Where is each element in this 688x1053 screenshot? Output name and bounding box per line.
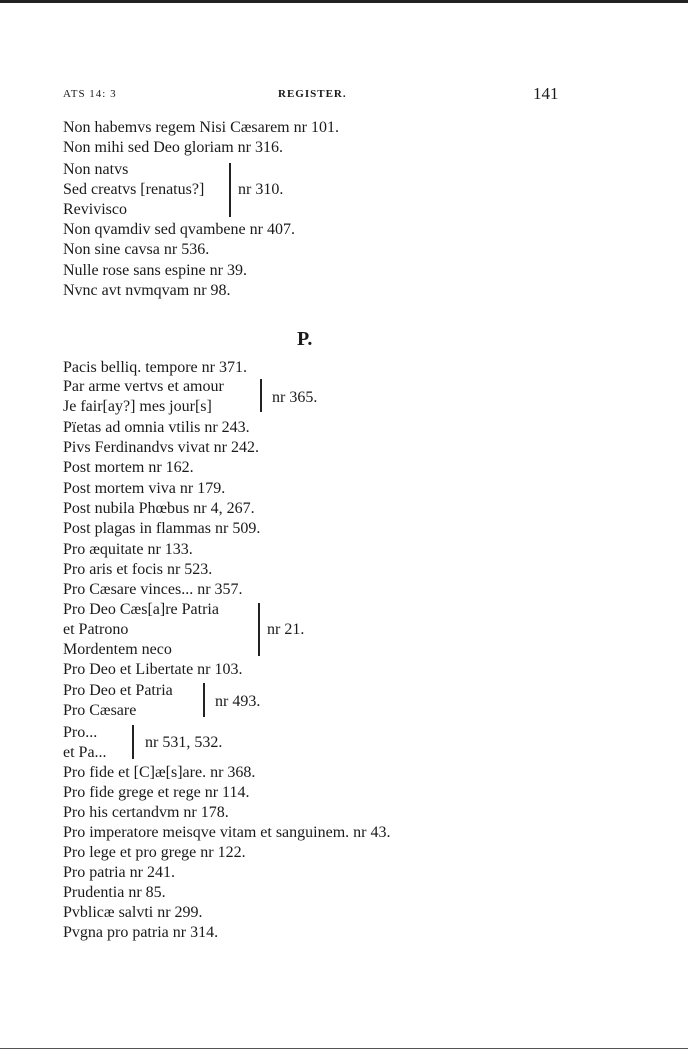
entry: Post nubila Phœbus nr 4, 267.: [63, 500, 255, 517]
entry: Post mortem viva nr 179.: [63, 480, 226, 497]
entry: Non sine cavsa nr 536.: [63, 241, 210, 258]
brace: [203, 683, 205, 717]
entry-group-line: Revivisco: [63, 201, 127, 218]
entry: Pïetas ad omnia vtilis nr 243.: [63, 419, 250, 436]
brace: [229, 163, 231, 217]
entry: Non qvamdiv sed qvambene nr 407.: [63, 221, 295, 238]
entry: Post mortem nr 162.: [63, 459, 194, 476]
entry-group-ref: nr 310.: [238, 181, 284, 198]
entry-group-line: Par arme vertvs et amour: [63, 378, 224, 395]
entry-group-ref: nr 21.: [267, 621, 305, 638]
entry-group-line: Mordentem neco: [63, 641, 172, 658]
page-number: 141: [533, 84, 559, 103]
entry: Pro Cæsare vinces... nr 357.: [63, 581, 243, 598]
entry-group-line: Pro Cæsare: [63, 702, 137, 719]
brace: [132, 725, 134, 759]
entry-group-line: Non natvs: [63, 161, 129, 178]
brace: [260, 379, 262, 412]
entry-group-line: Pro Deo et Patria: [63, 682, 173, 699]
entry: Non habemvs regem Nisi Cæsarem nr 101.: [63, 119, 339, 136]
entry: Post plagas in flammas nr 509.: [63, 520, 261, 537]
entry-group-line: Pro...: [63, 724, 98, 741]
top-rule: [0, 0, 688, 3]
entry: Pro imperatore meisqve vitam et sanguinem. nr 43.: [63, 824, 391, 841]
entry: Nulle rose sans espine nr 39.: [63, 262, 247, 279]
entry: Non mihi sed Deo gloriam nr 316.: [63, 139, 283, 156]
entry: Nvnc avt nvmqvam nr 98.: [63, 282, 231, 299]
entry-group-line: et Patrono: [63, 621, 129, 638]
entry: Pro æquitate nr 133.: [63, 541, 193, 558]
entry-group-line: et Pa...: [63, 744, 107, 761]
entry: Pro lege et pro grege nr 122.: [63, 844, 246, 861]
entry: Pro fide grege et rege nr 114.: [63, 784, 250, 801]
bottom-rule: [0, 1048, 688, 1049]
entry-group-line: Je fair[ay?] mes jour[s]: [63, 398, 212, 415]
running-header-title: REGISTER.: [278, 88, 347, 100]
entry: Pvblicæ salvti nr 299.: [63, 904, 203, 921]
entry-group-line: Pro Deo Cæs[a]re Patria: [63, 601, 219, 618]
entry: Prudentia nr 85.: [63, 884, 166, 901]
entry-group-ref: nr 365.: [272, 389, 318, 406]
entry: Pacis belliq. tempore nr 371.: [63, 359, 247, 376]
entry-group-ref: nr 493.: [215, 693, 261, 710]
entry: Pro fide et [C]æ[s]are. nr 368.: [63, 764, 256, 781]
entry: Pro his certandvm nr 178.: [63, 804, 229, 821]
brace: [258, 603, 260, 656]
entry: Pro aris et focis nr 523.: [63, 561, 213, 578]
entry: Pro patria nr 241.: [63, 864, 175, 881]
entry: Pvgna pro patria nr 314.: [63, 924, 219, 941]
entry: Pivs Ferdinandvs vivat nr 242.: [63, 439, 259, 456]
entry: Pro Deo et Libertate nr 103.: [63, 661, 243, 678]
section-heading: P.: [297, 328, 313, 350]
entry-group-ref: nr 531, 532.: [145, 734, 223, 751]
running-header-left: ATS 14: 3: [63, 88, 117, 100]
entry-group-line: Sed creatvs [renatus?]: [63, 181, 205, 198]
